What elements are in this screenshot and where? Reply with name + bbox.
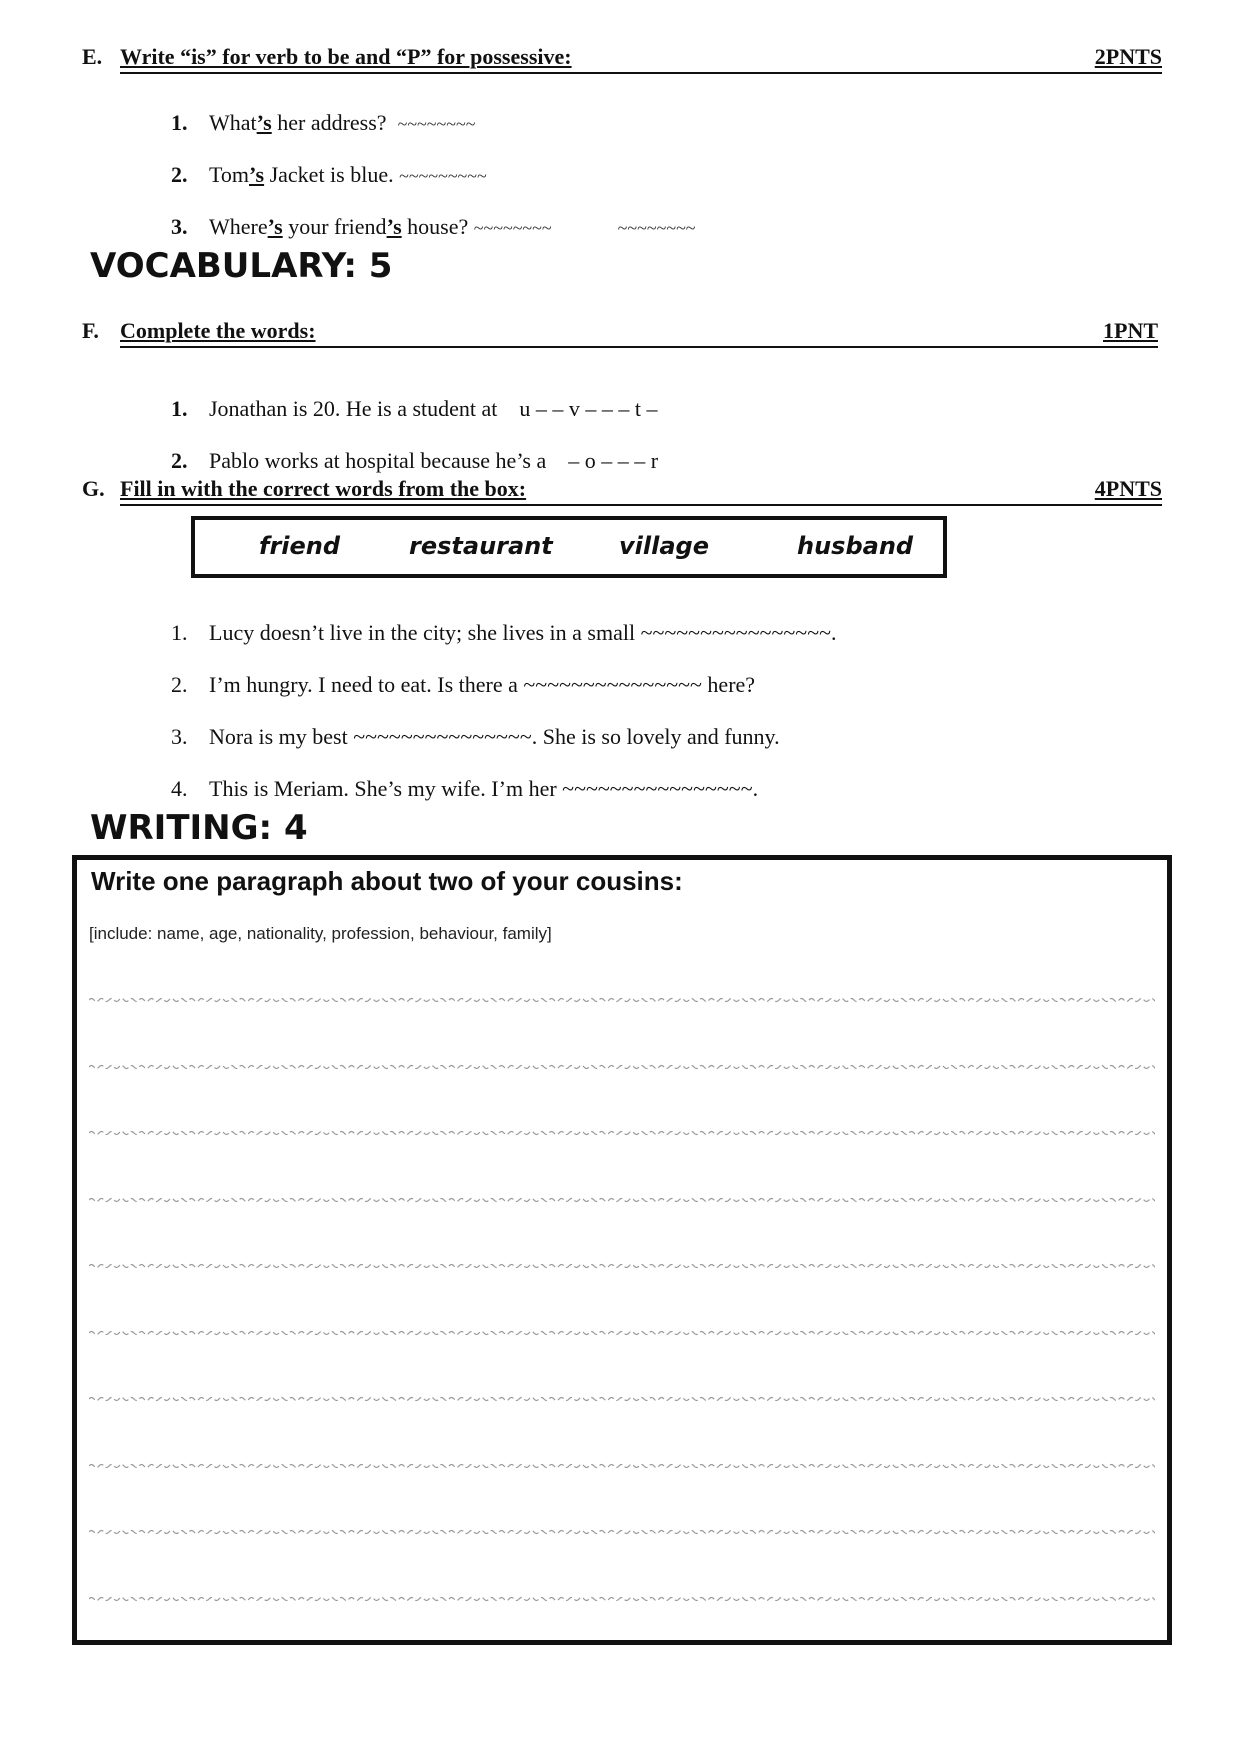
- section-points: 4PNTS: [1094, 476, 1162, 501]
- writing-hint: [include: name, age, nationality, profession, behaviour, family]: [89, 924, 552, 943]
- section-letter: G.: [82, 476, 105, 501]
- section-g-header: [82, 476, 1162, 506]
- item-number: 4.: [171, 776, 188, 801]
- writing-prompt: Write one paragraph about two of your cousins:: [91, 866, 683, 896]
- writing-line[interactable]: [89, 1395, 1155, 1403]
- item-number: 1.: [171, 110, 188, 135]
- writing-line[interactable]: [89, 1528, 1155, 1536]
- writing-line[interactable]: [89, 1063, 1155, 1071]
- word-option: friend: [259, 532, 341, 560]
- answer-blank[interactable]: ~~~~~~~~: [617, 218, 696, 238]
- section-instruction: Write “is” for verb to be and “P” for possessive:: [120, 44, 572, 69]
- exercise-item: [160, 646, 755, 698]
- writing-line[interactable]: [89, 996, 1155, 1004]
- section-instruction-rule: [120, 318, 1158, 348]
- section-points: 1PNT: [1103, 318, 1158, 343]
- item-text: What: [209, 110, 257, 135]
- exercise-item: [160, 594, 837, 646]
- item-marked-suffix: ’s: [256, 110, 272, 135]
- exercise-item: [160, 750, 758, 802]
- writing-heading: WRITING: 4: [90, 808, 308, 848]
- section-f-header: [82, 318, 1158, 348]
- writing-line[interactable]: [89, 1595, 1155, 1603]
- section-instruction: Fill in with the correct words from the box:: [120, 476, 527, 501]
- item-text[interactable]: Lucy doesn’t live in the city; she lives in a small ~~~~~~~~~~~~~~~~.: [209, 620, 837, 645]
- vocabulary-heading: VOCABULARY: 5: [90, 246, 393, 286]
- section-letter: E.: [82, 44, 103, 69]
- item-number: 1.: [171, 620, 188, 645]
- item-text[interactable]: Nora is my best ~~~~~~~~~~~~~~~. She is so lovely and funny.: [209, 724, 780, 749]
- item-number: 2.: [171, 162, 188, 187]
- word-option: village: [619, 532, 709, 560]
- writing-line[interactable]: [89, 1196, 1155, 1204]
- section-instruction: Complete the words:: [120, 318, 316, 343]
- word-option: husband: [797, 532, 914, 560]
- answer-blank[interactable]: ~~~~~~~~~: [399, 166, 487, 186]
- item-number: 2.: [171, 672, 188, 697]
- writing-box: [72, 855, 1172, 1645]
- section-points: 2PNTS: [1094, 44, 1162, 69]
- writing-line[interactable]: [89, 1462, 1155, 1470]
- item-text[interactable]: Jonathan is 20. He is a student at u – – v – – – t –: [209, 396, 658, 421]
- exercise-item: [160, 370, 658, 422]
- item-marked-suffix: ’s: [249, 162, 265, 187]
- exercise-item: [160, 84, 475, 136]
- item-text: Tom: [209, 162, 250, 187]
- writing-line[interactable]: [89, 1129, 1155, 1137]
- item-text[interactable]: Pablo works at hospital because he’s a – o – – – r: [209, 448, 659, 473]
- section-e-header: [82, 44, 1162, 74]
- item-text: house?: [401, 214, 474, 239]
- item-number: 1.: [171, 396, 188, 421]
- answer-blank[interactable]: ~~~~~~~~: [397, 114, 476, 134]
- item-number: 2.: [171, 448, 188, 473]
- exercise-item: [160, 698, 780, 750]
- item-marked-suffix: ’s: [386, 214, 402, 239]
- item-marked-suffix: ’s: [267, 214, 283, 239]
- item-text: Jacket is blue.: [264, 162, 400, 187]
- exercise-item: [160, 188, 696, 240]
- writing-line[interactable]: [89, 1329, 1155, 1337]
- word-box: [191, 516, 947, 578]
- section-instruction-rule: [120, 44, 1162, 74]
- item-number: 3.: [171, 214, 188, 239]
- section-letter: F.: [82, 318, 99, 343]
- exercise-item: [160, 136, 487, 188]
- item-text: your friend: [282, 214, 387, 239]
- item-text: Where: [209, 214, 268, 239]
- section-instruction-rule: [120, 476, 1162, 506]
- answer-blank[interactable]: ~~~~~~~~: [473, 218, 552, 238]
- item-text[interactable]: This is Meriam. She’s my wife. I’m her ~~~~~~~~~~~~~~~~.: [209, 776, 759, 801]
- item-text[interactable]: I’m hungry. I need to eat. Is there a ~~~~~~~~~~~~~~~ here?: [209, 672, 756, 697]
- item-text: her address?: [271, 110, 398, 135]
- writing-line[interactable]: [89, 1262, 1155, 1270]
- exercise-item: [160, 422, 658, 474]
- item-number: 3.: [171, 724, 188, 749]
- word-option: restaurant: [409, 532, 553, 560]
